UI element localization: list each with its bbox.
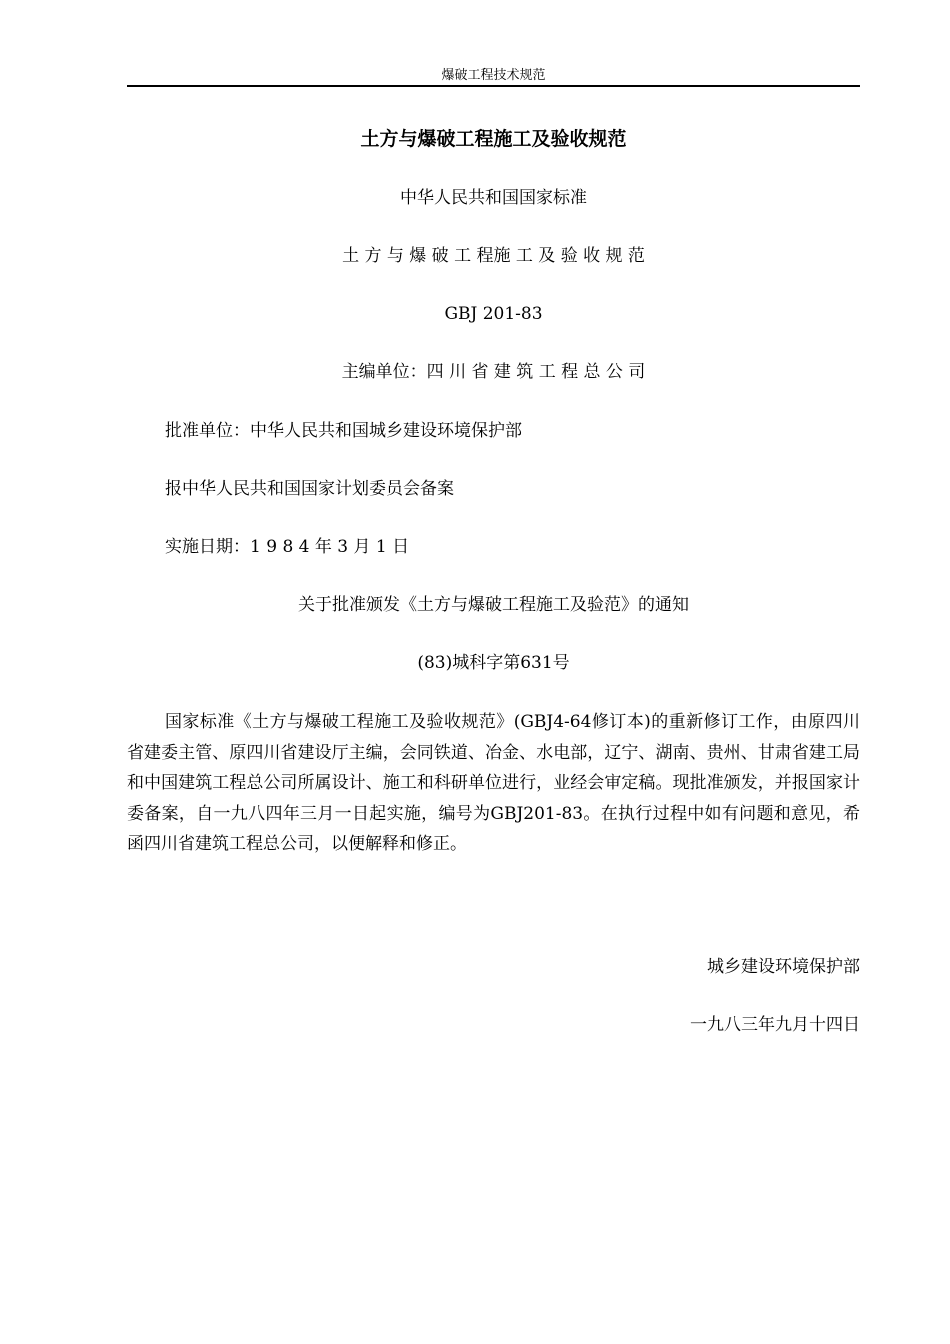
document-title: 土方与爆破工程施工及验收规范 — [360, 128, 627, 150]
notice-title: 关于批准颁发《土方与爆破工程施工及验范》的通知 — [298, 595, 689, 615]
notice-date: 一九八三年九月十四日 — [690, 1015, 860, 1035]
notice-signer: 城乡建设环境保护部 — [707, 957, 860, 977]
filing-note: 报中华人民共和国国家计划委员会备案 — [165, 479, 454, 499]
standard-type: 中华人民共和国国家标准 — [400, 188, 587, 208]
notice-body: 国家标准《土方与爆破工程施工及验收规范》(GBJ4-64修订本)的重新修订工作，由原四川省建委主管、原四川省建设厅主编，会同铁道、冶金、水电部，辽宁、湖南、贵州、甘肃省建工局和中国建筑工程总公司所属设计、施工和科研单位进行，业经会审定稿。现批准颁发，并报国家计委备案，自一九八四年三月一日起实施，编号为GBJ201-83。在执行过程中如有问题和意见，希函四川省建筑工程总公司，以便解释和修正。 — [127, 712, 860, 854]
approval-unit: 批准单位：中华人民共和国城乡建设环境保护部 — [165, 421, 522, 441]
effective-date: 实施日期：1 9 8 4 年 3 月 1 日 — [165, 537, 410, 557]
notice-number: (83)城科字第631号 — [417, 653, 570, 673]
header-rule — [127, 85, 860, 87]
standard-code: GBJ 201-83 — [444, 304, 543, 324]
editor-unit: 主编单位：四 川 省 建 筑 工 程 总 公 司 — [341, 362, 646, 382]
standard-name: 土 方 与 爆 破 工 程施 工 及 验 收 规 范 — [342, 246, 645, 266]
running-header: 爆破工程技术规范 — [441, 68, 546, 83]
